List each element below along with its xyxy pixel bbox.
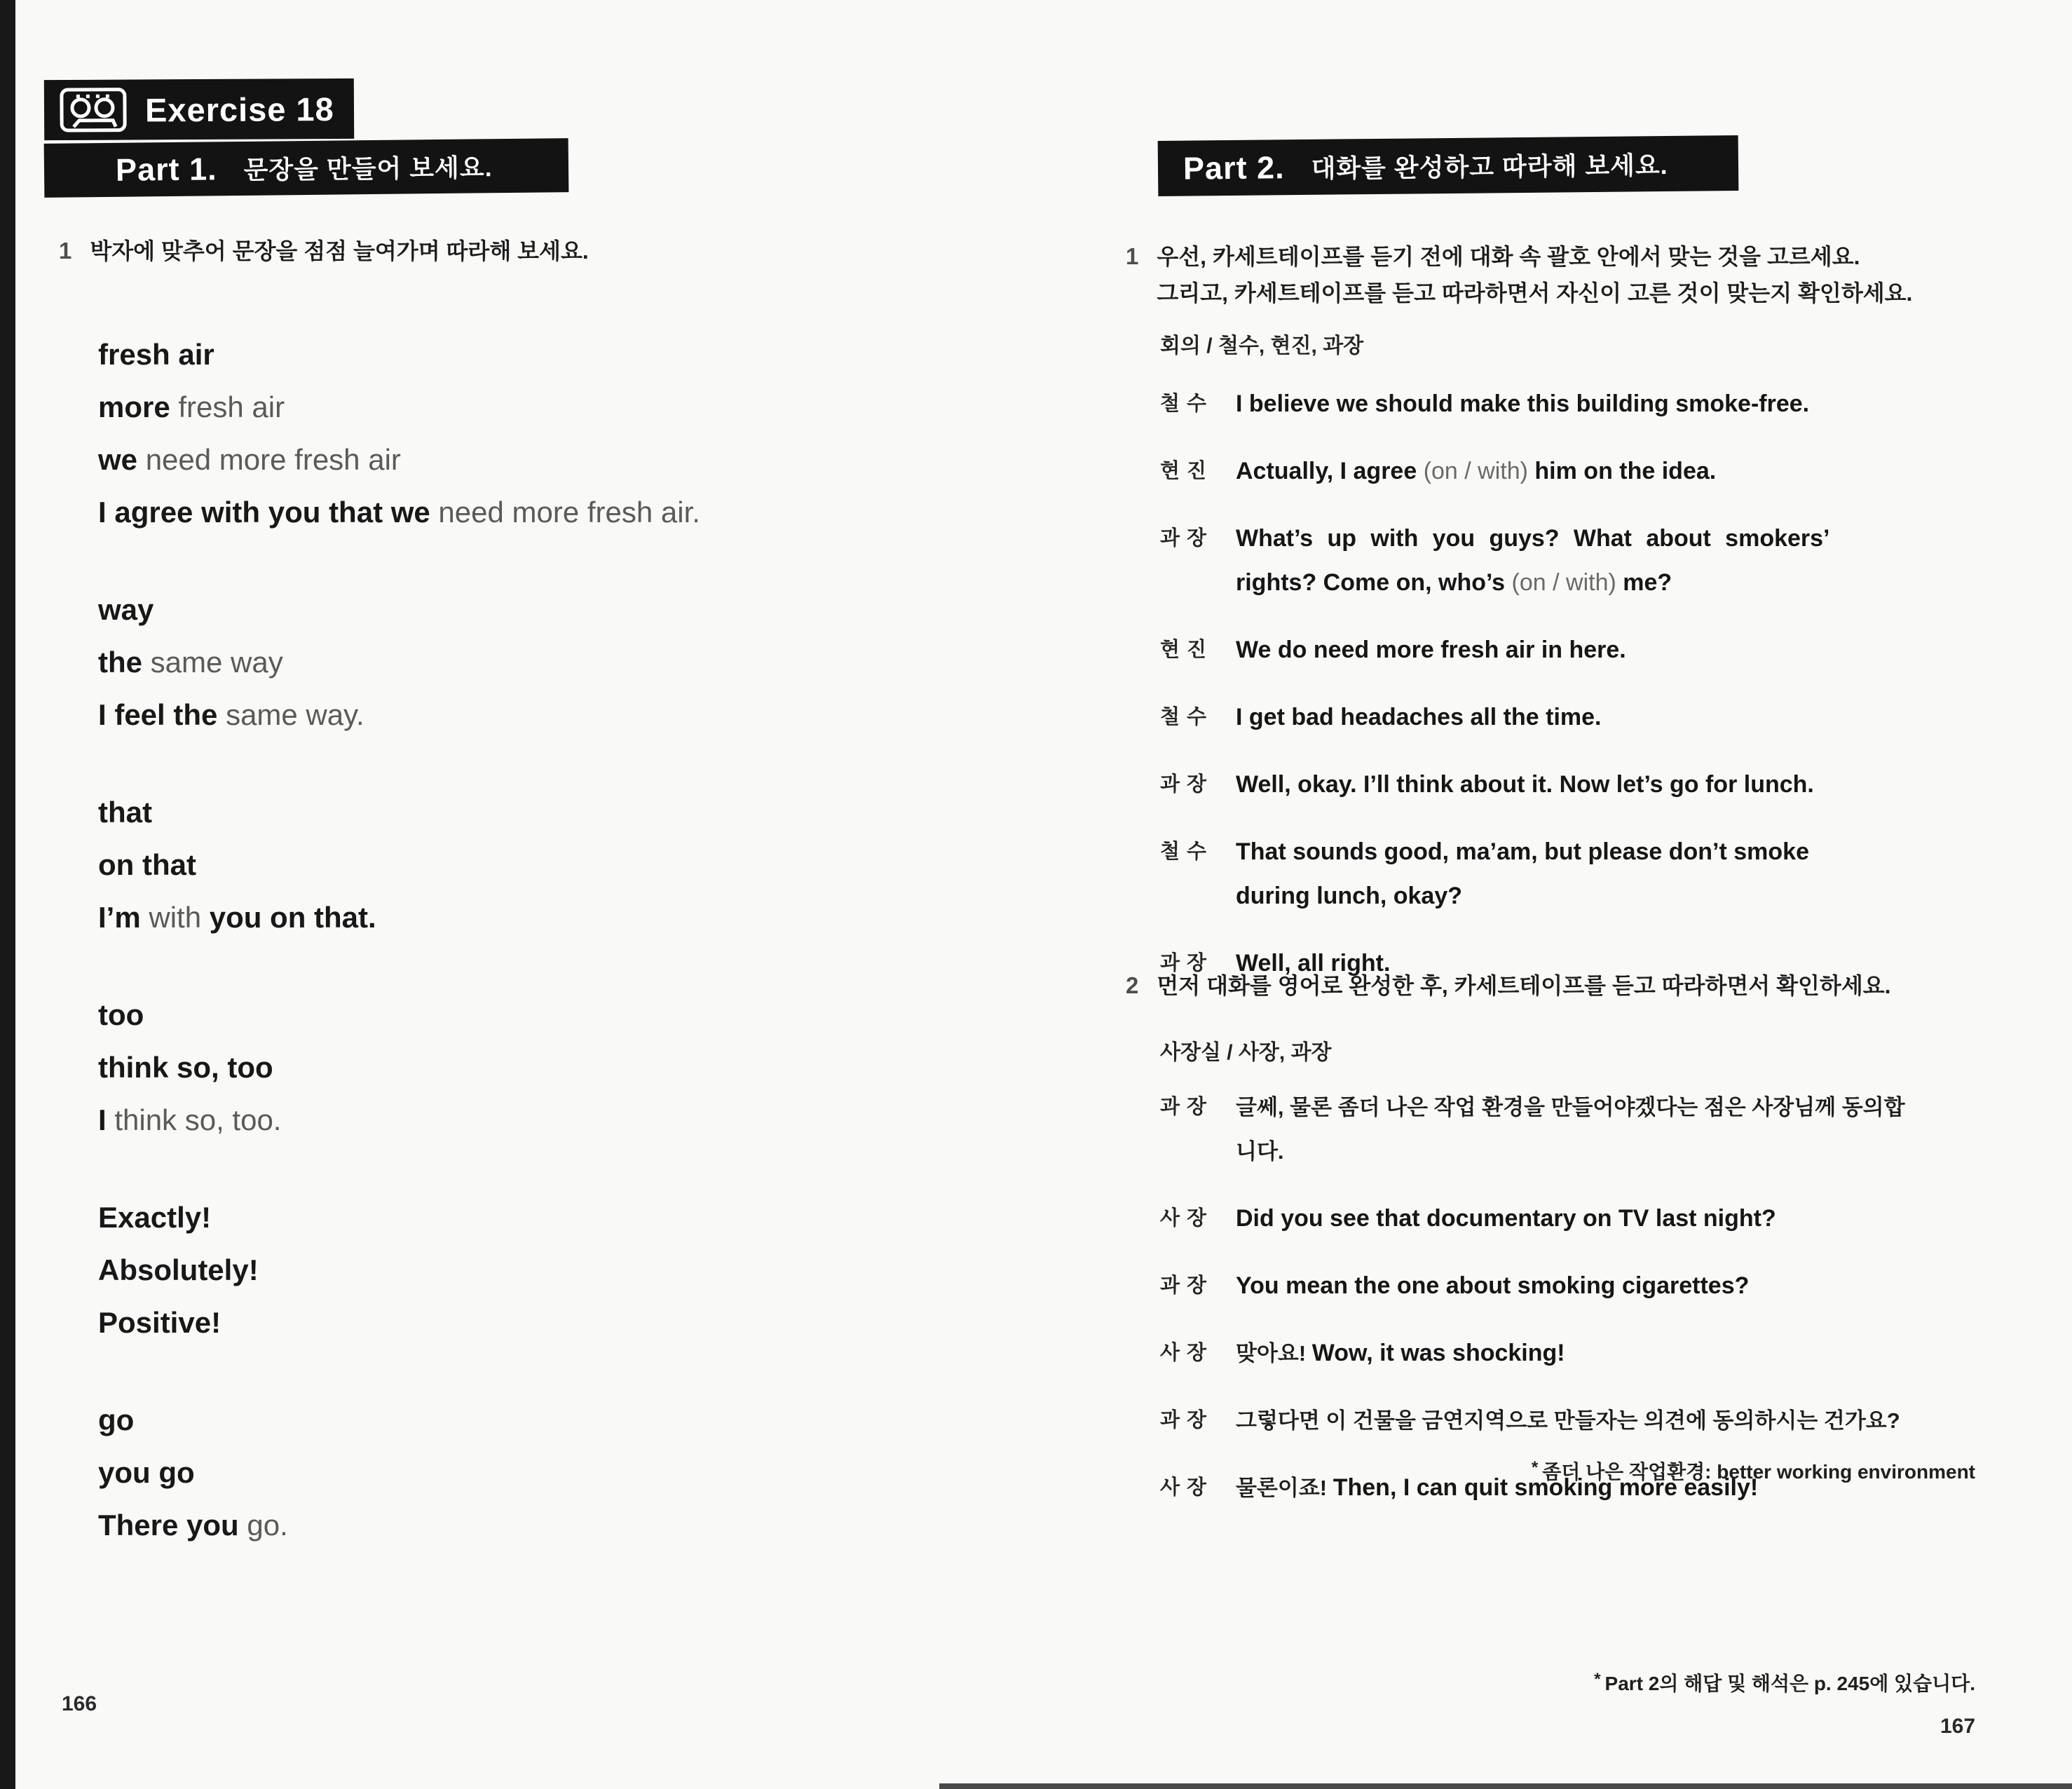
text-segment: too (98, 998, 144, 1031)
text-segment: go. (247, 1509, 288, 1542)
part2-instruction-1 (1126, 238, 1912, 311)
drill-line (98, 636, 1065, 688)
text-segment: I get bad headaches all the time. (1236, 704, 1602, 730)
text-segment: you on that. (209, 901, 376, 934)
drill-block (98, 786, 1065, 944)
text-segment: That sounds good, ma’am, but please don’t smoke (1236, 838, 1809, 865)
exercise-header (44, 79, 354, 140)
text-segment: same way. (226, 698, 364, 731)
utterance (1236, 763, 2043, 807)
text-segment: 물론이죠! (1236, 1476, 1333, 1500)
answers-footnote (1122, 1668, 1975, 1696)
drill-line (98, 786, 1065, 838)
speaker-label: 사장 (1160, 1476, 1214, 1499)
text-segment: Absolutely! (98, 1253, 259, 1286)
drill-block (98, 1191, 1065, 1349)
dialogue-row (1160, 628, 2043, 672)
drill-line (98, 486, 1065, 538)
text-segment: on that (98, 848, 196, 881)
instruction-line: 우선, 카세트테이프를 듣기 전에 대화 속 괄호 안에서 맞는 것을 고르세요. (1157, 244, 1860, 269)
speaker-label: 철수 (1160, 393, 1214, 415)
page-number-right: 167 (1940, 1715, 1976, 1738)
dialogue-row (1160, 1399, 2043, 1443)
speaker-label: 현진 (1160, 639, 1214, 661)
text-segment: same way (150, 646, 283, 679)
drill-line (98, 891, 1065, 944)
cassette-icon (60, 88, 127, 133)
speaker-label: 사장 (1160, 1342, 1214, 1364)
text-segment: What’s up with you guys? What about smokers’ (1236, 525, 1830, 552)
utterance-line (1236, 1085, 2043, 1129)
vocab-footnote-text: 좀더 나은 작업환경: better working environment (1542, 1461, 1975, 1483)
text-segment: Exactly! (98, 1201, 212, 1234)
part1-instruction (59, 233, 589, 269)
vocab-footnote (1122, 1457, 1975, 1485)
utterance-line (1236, 517, 2043, 561)
dialogue-row (1160, 1085, 2043, 1174)
text-segment: think so, too (98, 1051, 273, 1084)
page-number-left: 166 (62, 1692, 97, 1715)
utterance (1236, 695, 2043, 740)
text-segment: think so, too. (114, 1103, 282, 1136)
speaker-label: 과장 (1160, 773, 1214, 796)
utterance (1236, 1399, 2043, 1443)
text-segment: more (98, 390, 179, 423)
scene-heading-1: 회의 / 철수, 현진, 과장 (1160, 334, 1364, 358)
dialogue-row (1160, 517, 2043, 605)
answers-footnote-text: Part 2의 해답 및 해석은 p. 245에 있습니다. (1604, 1673, 1975, 1694)
utterance (1236, 628, 2043, 672)
part1-label: Part 1. (115, 150, 217, 188)
dialogue-row (1160, 449, 2043, 494)
utterance-line (1236, 1264, 2043, 1308)
utterance (1236, 1085, 2043, 1174)
exercise-title: Exercise 18 (144, 90, 334, 128)
utterance-line (1236, 382, 2043, 426)
text-segment: 글쎄, 물론 좀더 나은 작업 환경을 만들어야겠다는 점은 사장님께 동의합 (1236, 1095, 1905, 1120)
part2-header (1158, 135, 1739, 196)
utterance-line (1236, 695, 2043, 740)
drill-line (98, 1191, 1065, 1244)
utterance-line (1236, 1129, 2043, 1174)
part2-title: 대화를 완성하고 따라해 보세요. (1311, 150, 1668, 183)
scene-heading-2: 사장실 / 사장, 과장 (1160, 1041, 1332, 1064)
text-segment: we (98, 443, 146, 476)
text-segment: you go (98, 1456, 195, 1489)
text-segment: way (98, 593, 154, 626)
utterance (1236, 449, 2043, 494)
dialogue-row (1160, 1264, 2043, 1308)
drill-line (98, 1296, 1065, 1349)
text-segment: Then, I can quit smoking more easily! (1333, 1474, 1759, 1501)
text-segment: I agree with you that we (98, 496, 439, 529)
asterisk: * (1531, 1458, 1539, 1477)
drill-line (98, 433, 1065, 486)
asterisk: * (1594, 1670, 1601, 1689)
text-segment: I feel the (98, 698, 226, 731)
drill-line (98, 1394, 1065, 1446)
text-segment: 맞아요! (1236, 1341, 1312, 1366)
drill-blocks (98, 328, 1065, 1596)
dialogue-row (1160, 1197, 2043, 1241)
speaker-label: 과장 (1160, 527, 1214, 550)
drill-line (98, 381, 1065, 433)
text-segment: me? (1616, 569, 1672, 596)
dialogue-1 (1160, 382, 2043, 1009)
speaker-label: 철수 (1160, 841, 1214, 863)
drill-block (98, 988, 1065, 1146)
part2-instruction-2 (1126, 967, 1891, 1004)
text-segment: fresh air (98, 338, 214, 371)
drill-line (98, 1446, 1065, 1499)
text-segment: Did you see that documentary on TV last night? (1236, 1205, 1776, 1232)
instruction-text: 박자에 맞추어 문장을 점점 늘여가며 따라해 보세요. (90, 238, 589, 264)
drill-line (98, 583, 1065, 636)
utterance-line (1236, 628, 2043, 672)
utterance-line (1236, 763, 2043, 807)
text-segment: We do need more fresh air in here. (1236, 637, 1626, 663)
utterance (1236, 382, 2043, 426)
text-segment: There you (98, 1509, 247, 1542)
text-segment: You mean the one about smoking cigarettes? (1236, 1272, 1750, 1299)
text-segment: Well, all right. (1236, 950, 1391, 977)
text-segment: rights? Come on, who’s (1236, 569, 1512, 596)
speaker-label: 과장 (1160, 1096, 1214, 1118)
text-segment: during lunch, okay? (1236, 883, 1463, 909)
scan-edge-left (0, 0, 15, 1789)
drill-line (98, 688, 1065, 741)
text-segment: Actually, I agree (1236, 458, 1424, 484)
drill-block (98, 1394, 1065, 1551)
text-segment: (on / with) (1423, 458, 1528, 484)
text-segment: that (98, 796, 152, 829)
drill-line (98, 1499, 1065, 1551)
drill-line (98, 838, 1065, 891)
part1-header (44, 138, 569, 198)
text-segment: the (98, 646, 151, 679)
text-segment: Wow, it was shocking! (1311, 1340, 1565, 1366)
speaker-label: 과장 (1160, 1409, 1214, 1431)
text-segment: him on the idea. (1527, 458, 1717, 484)
instruction-number: 1 (59, 238, 72, 264)
text-segment: I (98, 1103, 115, 1136)
utterance (1236, 1264, 2043, 1308)
instruction-number: 2 (1126, 972, 1139, 998)
text-segment: need more fresh air (145, 443, 401, 476)
dialogue-row (1160, 695, 2043, 740)
utterance (1236, 830, 2043, 918)
utterance-line (1236, 874, 2043, 918)
speaker-label: 사장 (1160, 1207, 1214, 1230)
instruction-text (1157, 238, 1912, 311)
text-segment: fresh air (178, 390, 285, 423)
drill-line (98, 1244, 1065, 1296)
drill-block (98, 328, 1065, 538)
text-segment: 니다. (1236, 1139, 1284, 1164)
utterance-line (1236, 449, 2043, 494)
utterance (1236, 1197, 2043, 1241)
utterance-line (1236, 1399, 2043, 1443)
text-segment: with (149, 901, 210, 934)
dialogue-row (1160, 382, 2043, 426)
speaker-label: 철수 (1160, 706, 1214, 728)
scan-edge-bottom (939, 1783, 2072, 1789)
drill-line (98, 1041, 1065, 1094)
text-segment: Positive! (98, 1306, 221, 1339)
dialogue-row (1160, 1331, 2043, 1375)
speaker-label: 과장 (1160, 952, 1214, 974)
speaker-label: 현진 (1160, 460, 1214, 482)
utterance-line (1236, 561, 2043, 605)
text-segment: I believe we should make this building smoke-free. (1236, 390, 1810, 417)
text-segment: need more fresh air. (438, 496, 700, 529)
utterance-line (1236, 1197, 2043, 1241)
instruction-text: 먼저 대화를 영어로 완성한 후, 카세트테이프를 듣고 따라하면서 확인하세요. (1157, 973, 1891, 998)
text-segment: 그렇다면 이 건물을 금연지역으로 만들자는 의견에 동의하시는 건가요? (1236, 1408, 1900, 1433)
instruction-number: 1 (1126, 243, 1139, 269)
utterance (1236, 517, 2043, 605)
drill-block (98, 583, 1065, 741)
drill-line (98, 1094, 1065, 1146)
instruction-line: 그리고, 카세트테이프를 듣고 따라하면서 자신이 고른 것이 맞는지 확인하세요. (1157, 280, 1913, 306)
drill-line (98, 328, 1065, 381)
text-segment: Well, okay. I’ll think about it. Now let’s go for lunch. (1236, 771, 1814, 798)
drill-line (98, 988, 1065, 1041)
dialogue-row (1160, 830, 2043, 918)
speaker-label: 과장 (1160, 1274, 1214, 1297)
utterance-line (1236, 830, 2043, 874)
part2-label: Part 2. (1182, 149, 1285, 186)
utterance (1236, 1331, 2043, 1375)
utterance-line (1236, 1331, 2043, 1375)
text-segment: go (98, 1403, 135, 1436)
text-segment: I’m (98, 901, 149, 934)
dialogue-row (1160, 763, 2043, 807)
part1-title: 문장을 만들어 보세요. (243, 153, 493, 184)
text-segment: (on / with) (1511, 569, 1616, 596)
